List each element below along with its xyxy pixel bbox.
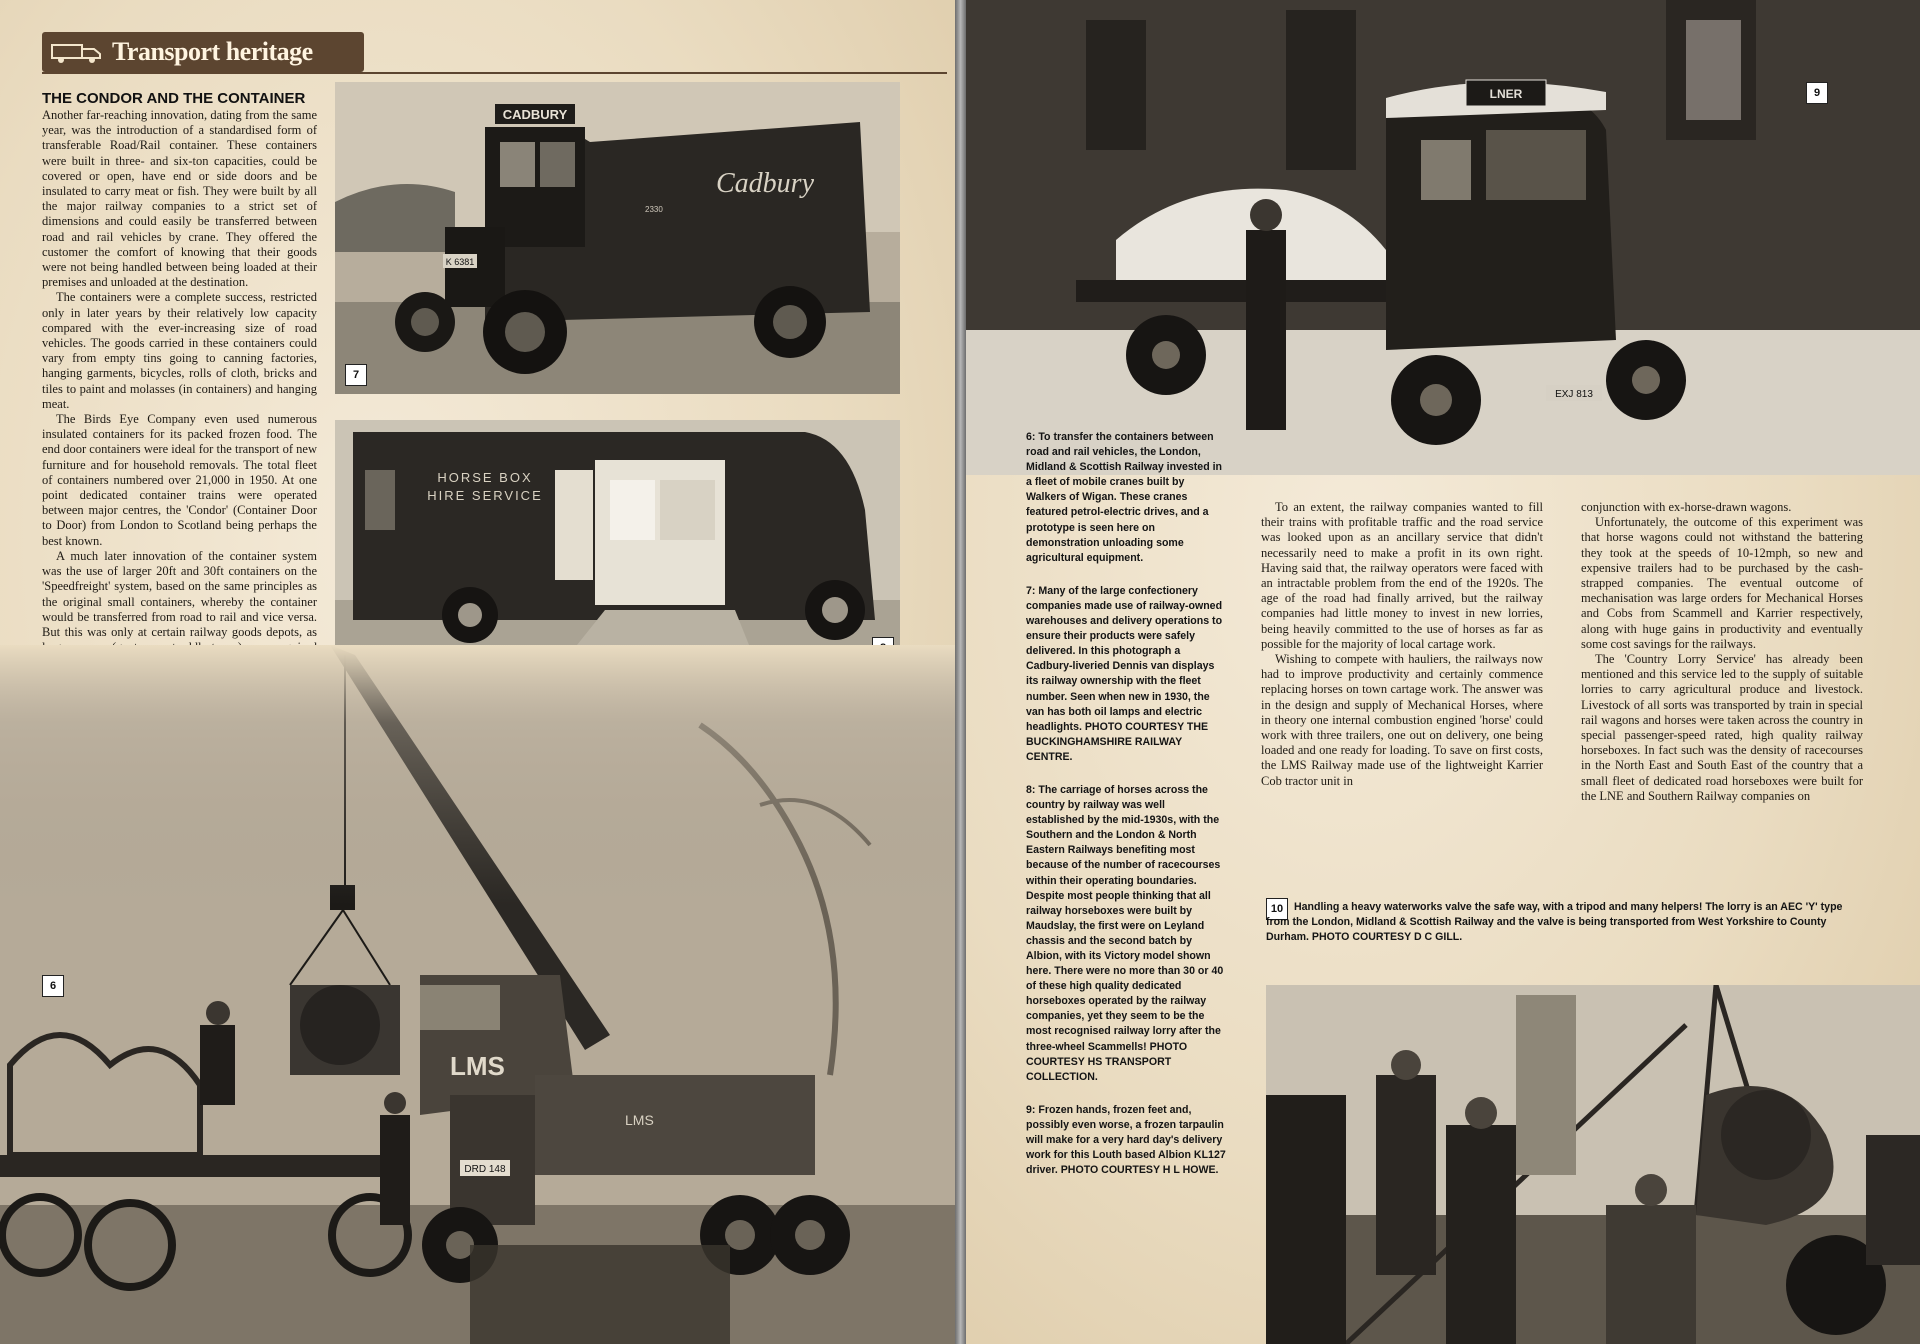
section-heading: THE CONDOR AND THE CONTAINER	[42, 90, 306, 107]
caption-7: 7: Many of the large confectionery companies made use of railway-owned warehouses and delivery operations to ensure their products were safely delivered. In this photograph a Cadbury-liveried Dennis van displays its railway ownership with the fleet number. Seen when new in 1930, the van has both oil lamps and electric headlights. PHOTO COURTESY THE BUCKINGHAMSHIRE RAILWAY CENTRE.	[1026, 584, 1223, 763]
photo-number-badge: 7	[345, 364, 367, 386]
photo-number-badge: 6	[42, 975, 64, 997]
lner-plate: EXJ 813	[1555, 389, 1593, 400]
article-paragraph: To an extent, the railway companies wanted to fill their trains with profitable traffic and the road service was looked upon as an ancillary service that didn't necessarily need to make a profit in its own right. Having said that, the railway operators were faced with an intractable problem from the end of the 1920s. The age of the road had finally arrived, but the railway companies had little money to invest in new lorries, being heavily committed to the use of horses as far as possible for the majority of local cartage work.	[1261, 500, 1543, 651]
truck-icon	[50, 39, 106, 65]
article-paragraph: Wishing to compete with hauliers, the railways now had to improve productivity and certainly commence replacing horses on town cartage work. The answer was in the design and supply of Mechanical Horses, where in theory one internal combustion engined 'horse' could work with three trailers, one out on delivery, one being loaded and one ready for loading. To save on first costs, the LMS Railway made use of the lightweight Karrier Cob tractor unit in	[1261, 652, 1543, 788]
right-page	[966, 0, 1920, 1344]
section-title: Transport heritage	[112, 37, 313, 66]
article-paragraph: A much later innovation of the container system was the use of larger 20ft and 30ft containers on the 'Speedfreight' system, based on the same principles as the original small containers, whereby the container would be transferred from road to rail and vice versa. But this was only at certain railway goods depots, as	[42, 548, 317, 639]
photo-number-badge: 9	[1806, 82, 1828, 104]
caption-8: 8: The carriage of horses across the country by railway was well established by the mid-1930s, with the Southern and the London & North Eastern Railways benefiting most because of the number of racecourses within their operating boundaries. Despite most people thinking that all railway horseboxes were built by Maudslay, the first were on Leyland chassis and the second batch by Albion, with its Victory model shown here. There were no more than 30 or 40 of these high quality dedicated horseboxes operated by the railway companies, yet they seem to be the most recognised railway lorry after the three-wheel Scammells! PHOTO COURTESY HS TRANSPORT COLLECTION.	[1026, 783, 1224, 1083]
caption-10: Handling a heavy waterworks valve the safe way, with a tripod and many helpers! The lorry is an AEC 'Y' type from the London, Midland & Scottish Railway and the valve is being transported from West Yorkshire to County Durham. PHOTO COURTESY D C GILL.	[1266, 901, 1843, 944]
photo-cadbury-van	[335, 82, 900, 394]
crane-plate: DRD 148	[464, 1164, 506, 1175]
left-article-column	[42, 90, 317, 716]
article-paragraph: The Birds Eye Company even used numerous insulated containers for its packed frozen food. The end door containers were ideal for the transport of new furniture and for household removals. The total fleet of containers numbered over 21,000 in 1950. At one point dedicated container trains were operated between major centres, the 'Condor' (Container Door to Door) from London to Scotland being perhaps the best known.	[42, 412, 317, 548]
van-fleet-number: 2330	[645, 205, 663, 214]
photo-waterworks-valve	[1266, 985, 1920, 1344]
van-sign-text: CADBURY	[502, 107, 568, 122]
cadbury-van-image	[335, 82, 900, 394]
section-header	[42, 32, 364, 72]
photo-number-badge: 10	[1266, 898, 1288, 920]
photo-lner-snow-lorry	[966, 0, 1920, 475]
page-gutter	[955, 0, 966, 1344]
left-page	[0, 0, 955, 1344]
waterworks-valve-image	[1266, 985, 1920, 1344]
photo-horse-box	[335, 420, 900, 665]
lner-roof-sign: LNER	[1489, 87, 1523, 101]
van-plate: K 6381	[445, 257, 475, 267]
article-paragraph: conjunction with ex-horse-drawn wagons.	[1581, 500, 1792, 514]
article-paragraph: Another far-reaching innovation, dating from the same year, was the introduction of a standardised form of transferable Road/Rail container. These containers were built in three- and six-ton capacities, could be covered or open, have end or side doors and be insulated to carry meat or fish. They were built by all the major railway companies to a strict set of dimensions and could easily be transferred between road and rail vehicles by crane. They offered the customer the comfort of knowing that their goods were not being handled between being loaded at their premises and unloaded at the destination.	[42, 108, 317, 290]
caption-9: 9: Frozen hands, frozen feet and, possibly even worse, a frozen tarpaulin will make for a very hard day's delivery work for this Louth based Albion KL127 driver. PHOTO COURTESY H L HOWE.	[1026, 1103, 1226, 1177]
article-paragraph: The 'Country Lorry Service' has already been mentioned and this service led to the supply of suitable lorries to carry agricultural produce and livestock. Livestock of all sorts was transported by train in special rail wagons and horses were taken across the country in special passenger-speed rated, high quality railway horseboxes. In fact such was the density of racecourses in the North East and South East of the country that a small fleet of dedicated road horseboxes were built for the LNE and Southern Railway companies on	[1581, 652, 1863, 803]
lms-crane-image	[0, 645, 955, 1344]
right-article-column-1	[1261, 500, 1543, 789]
horse-box-line2: HIRE SERVICE	[427, 488, 543, 503]
photo-lms-crane	[0, 645, 955, 1344]
captions-column	[1026, 430, 1226, 1196]
caption-6: 6: To transfer the containers between road and rail vehicles, the London, Midland & Scottish Railway invested in a fleet of mobile cranes built by Walkers of Wigan. These cranes featured petrol-electric drives, and a prototype is seen here on demonstration unloading some agricultural equipment.	[1026, 431, 1223, 564]
horse-box-line1: HORSE BOX	[437, 470, 533, 485]
lner-lorry-image	[966, 0, 1920, 475]
horse-box-image	[335, 420, 900, 665]
right-article-column-2	[1581, 500, 1863, 804]
header-rule	[42, 72, 947, 74]
crane-side-text: LMS	[625, 1112, 654, 1128]
article-paragraph: The containers were a complete success, restricted only in later years by their relatively low capacity compared with the ever-increasing size of road vehicles. The goods carried in these containers could vary from empty tins going to canning factories, hanging garments, bicycles, rolls of cloth, bricks and tiles to paint and molasses (in containers) and hanging meat.	[42, 290, 317, 411]
crane-cab-text: LMS	[450, 1051, 505, 1081]
van-script-text: Cadbury	[716, 168, 814, 199]
article-paragraph: Unfortunately, the outcome of this experiment was that horse wagons could not withstand the battering they took at the speeds of 10-12mph, so new and expensive trailers had to be purchased by the cash-strapped companies. The eventual outcome of mechanisation was large orders for Mechanical Horses and Cobs from Scammell and Karrier respectively, along with huge gains in productivity and eventually some cost savings for the railways.	[1581, 515, 1863, 651]
